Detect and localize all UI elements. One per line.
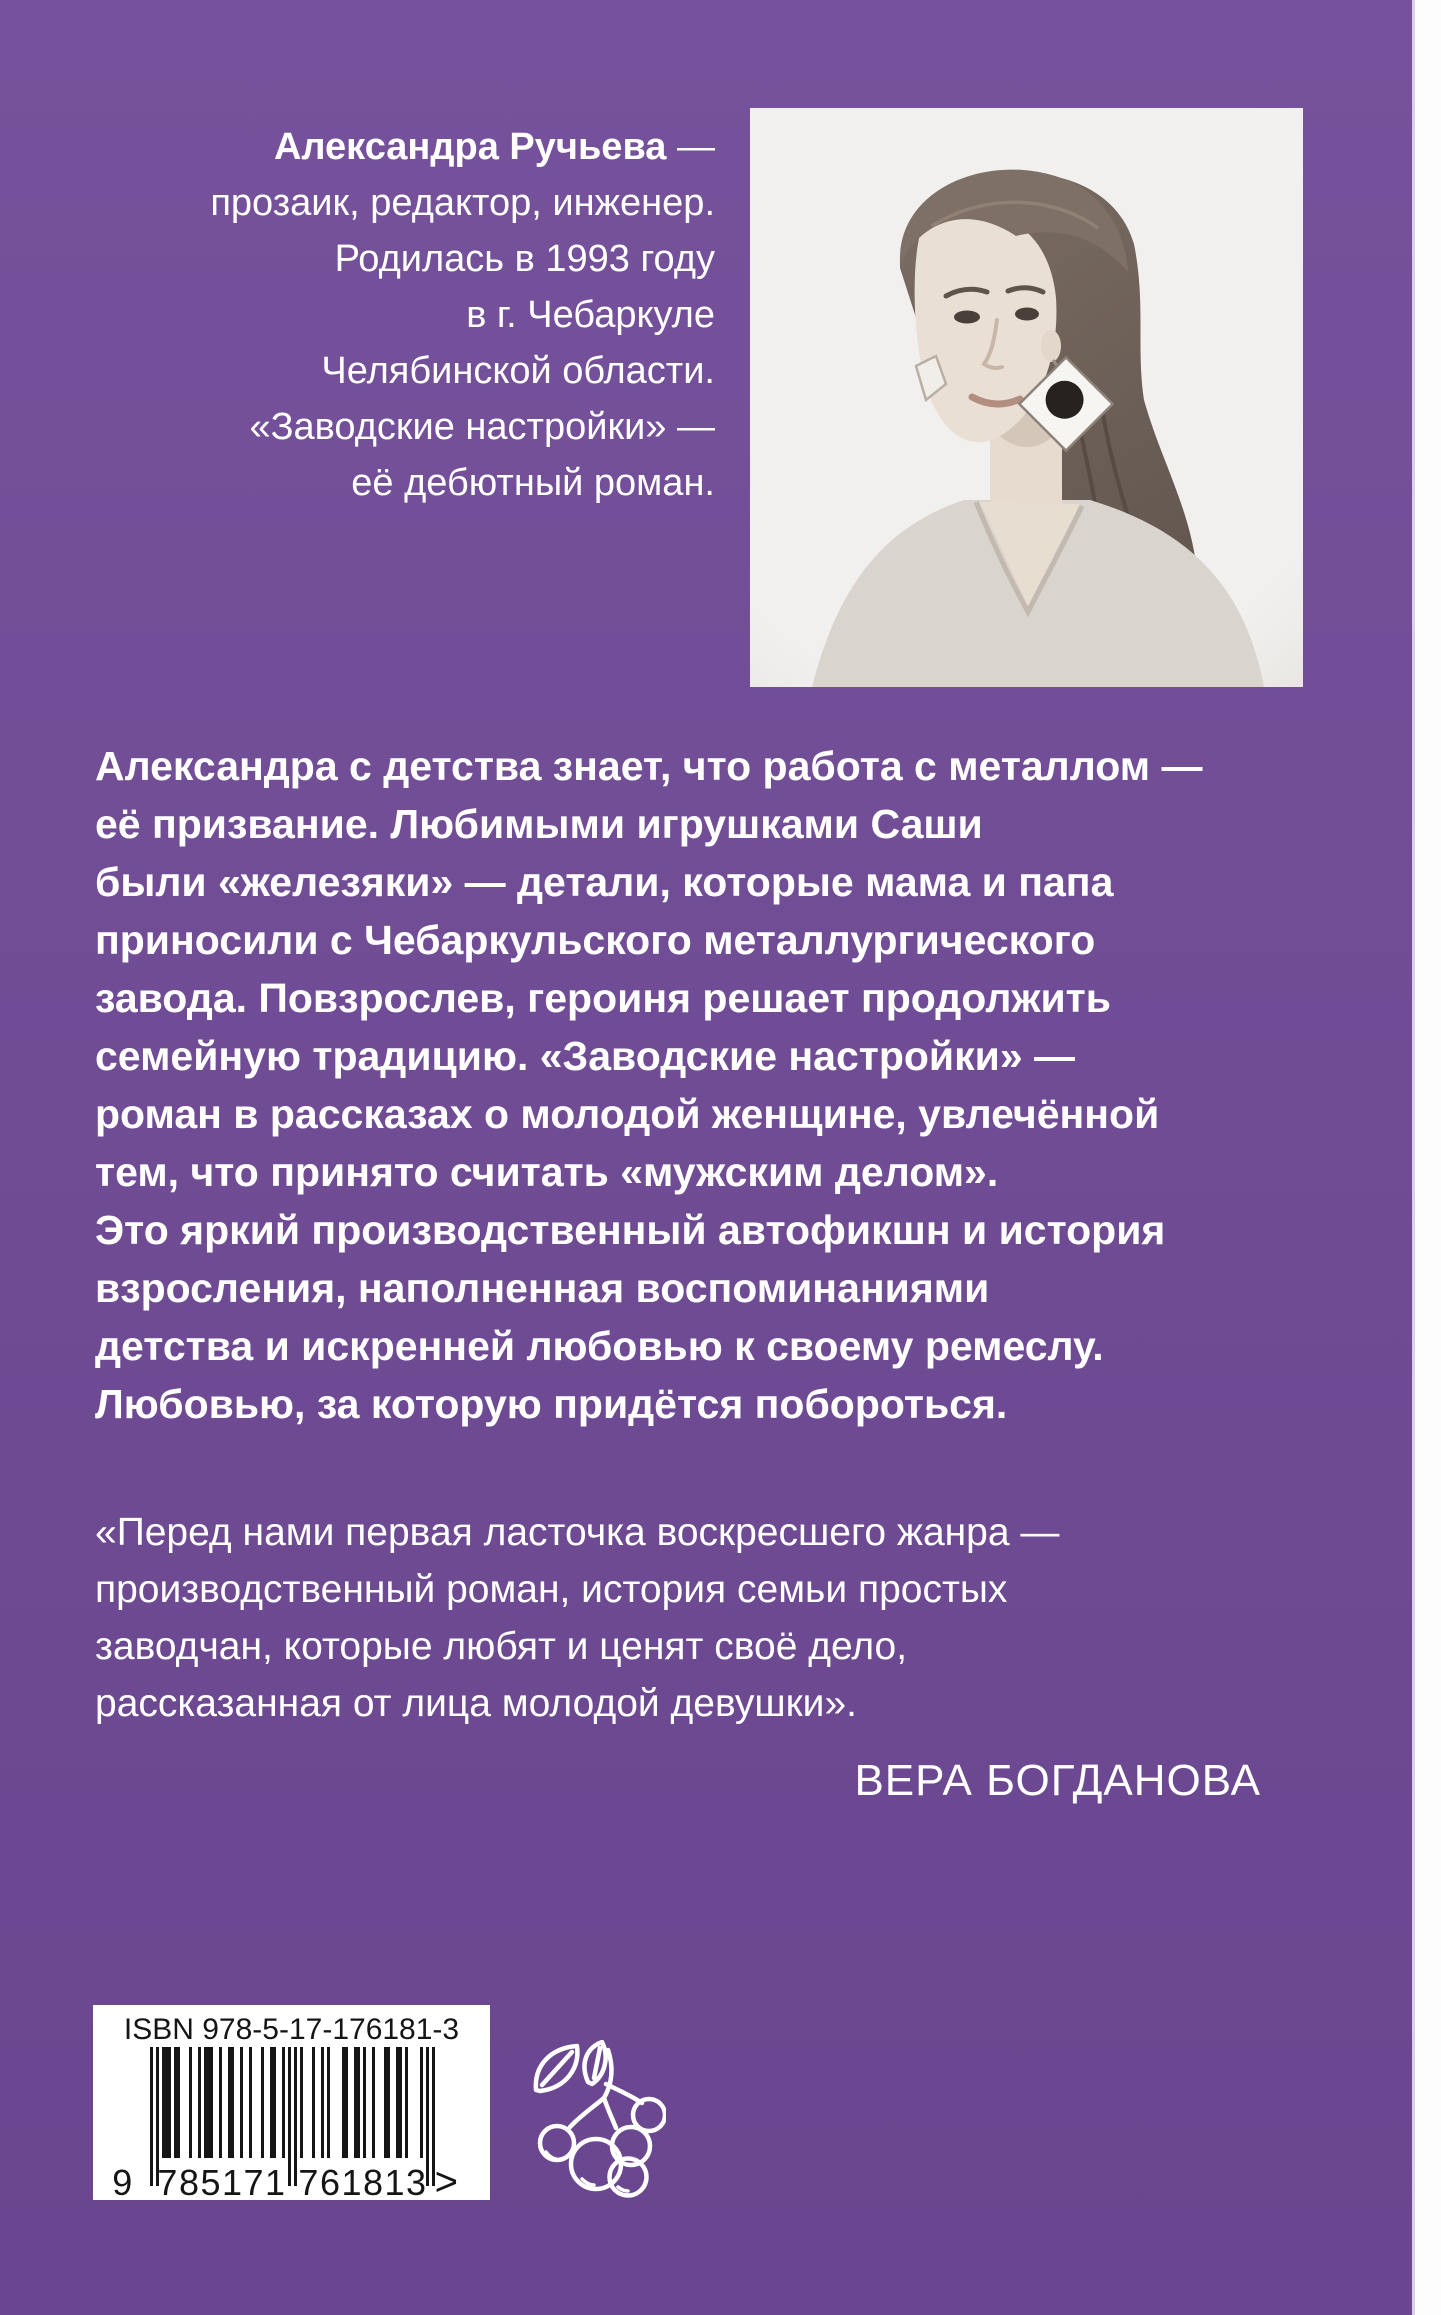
bio-line: Челябинской области. (321, 350, 715, 392)
author-name-line (95, 119, 715, 175)
text-line: роман в рассказах о молодой женщине, увлечённой (95, 1091, 1160, 1137)
quote-attribution: ВЕРА БОГДАНОВА (854, 1756, 1261, 1805)
quote-line: заводчан, которые любят и ценят своё дело, (95, 1625, 908, 1668)
text-line: детства и искренней любовью к своему ремеслу. (95, 1323, 1104, 1369)
bio-line: в г. Чебаркуле (466, 294, 715, 336)
text-line: были «железяки» — детали, которые мама и папа (95, 859, 1114, 905)
bio-line: прозаик, редактор, инженер. (210, 182, 715, 224)
text-line: завода. Повзрослев, героиня решает продолжить (95, 975, 1111, 1021)
page-edge (1412, 0, 1441, 2315)
text-line: семейную традицию. «Заводские настройки» — (95, 1033, 1076, 1079)
bio-line: Родилась в 1993 году (334, 238, 715, 280)
bio-line: её дебютный роман. (351, 462, 715, 504)
svg-text:785171: 785171 (157, 2162, 287, 2200)
text-line: взросления, наполненная воспоминаниями (95, 1265, 990, 1311)
author-name: Александра Ручьева (273, 126, 667, 168)
svg-text:>: > (434, 2160, 460, 2200)
review-quote (95, 1504, 1375, 1732)
text-line: тем, что принято считать «мужским делом». (95, 1149, 999, 1195)
author-portrait-image (750, 108, 1303, 687)
svg-text:761813: 761813 (298, 2162, 428, 2200)
author-bio (95, 119, 715, 511)
quote-line: «Перед нами первая ласточка воскресшего жанра — (95, 1511, 1060, 1554)
berries-icon (530, 2040, 666, 2198)
author-photo (750, 108, 1303, 687)
author-name-dash: — (666, 126, 715, 168)
quote-line: производственный роман, история семьи простых (95, 1568, 1008, 1611)
svg-text:9: 9 (112, 2162, 134, 2200)
isbn-number: ISBN 978-5-17-176181-3 (123, 2013, 460, 2046)
bio-line: «Заводские настройки» — (249, 406, 715, 448)
quote-line: рассказанная от лица молодой девушки». (95, 1682, 857, 1725)
annotation-text (95, 737, 1375, 1433)
text-line: Любовью, за которую придётся побороться. (95, 1381, 1008, 1427)
text-line: её призвание. Любимыми игрушками Саши (95, 801, 983, 847)
text-line: Это яркий производственный автофикшн и история (95, 1207, 1166, 1253)
isbn-barcode-block (93, 2005, 490, 2200)
ean13-barcode (93, 2047, 490, 2200)
publisher-berries-logo (530, 2040, 666, 2198)
text-line: Александра с детства знает, что работа с металлом — (95, 743, 1203, 789)
text-line: приносили с Чебаркульского металлургического (95, 917, 1096, 963)
